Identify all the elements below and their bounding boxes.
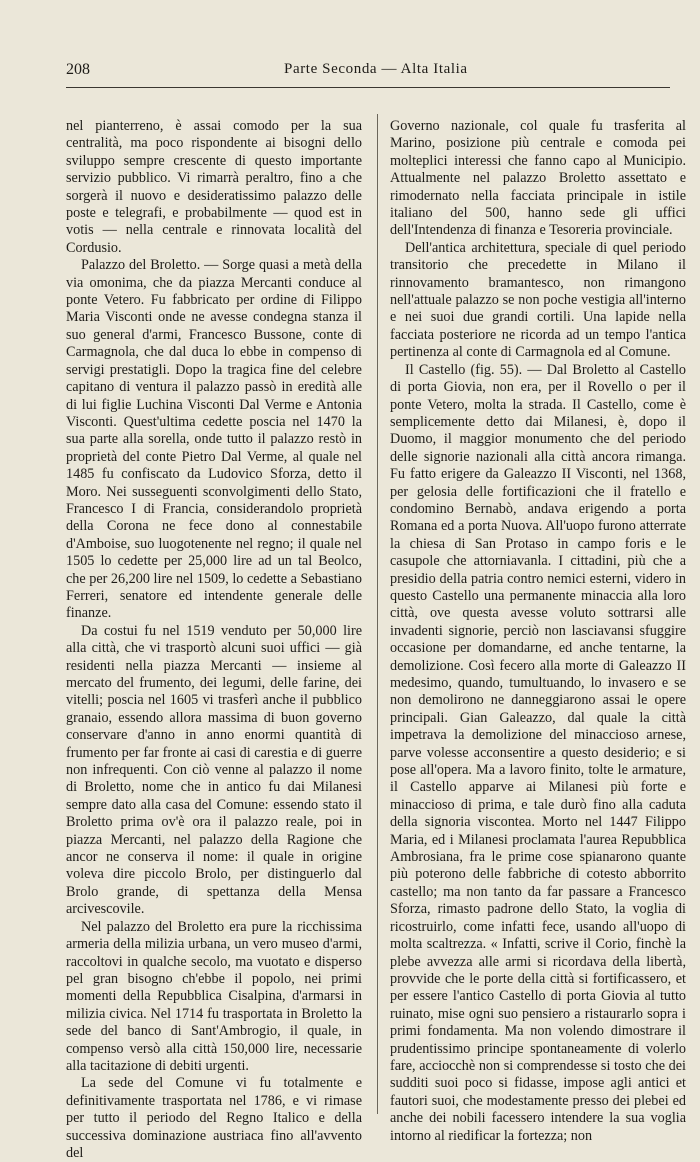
right-column — [390, 118, 686, 1145]
paragraph: Nel palazzo del Broletto era pure la ricchissima armeria della milizia urbana, un vero museo d'armi, raccoltovi in qualche secolo, ma vuotato e disperso pel gran bisogno ch'ebbe il popolo, nei primi momenti della Repubblica Cisalpina, d'armarsi in milizia civica. Nel 1714 fu trasportata in Broletto la sede del banco di Sant'Ambrogio, il quale, in compenso versò alla città 150,000 lire, necessarie alla tacitazione di debiti urgenti. — [66, 918, 362, 1074]
paragraph: Palazzo del Broletto. — Sorge quasi a metà della via omonima, che da piazza Mercanti conduce al ponte Vetero. Fu fabbricato per ordine di Filippo Maria Visconti onde ne avesse condegna stanza il suo general d'armi, Francesco Bussone, conte di Carmagnola, che dal duca lo ebbe in compenso di servigi prestatigli. Dopo la tragica fine del celebre capitano di ventura il palazzo passò in eredità alle di lui figlie Luchina Visconti Dal Verme e Antonia Visconti. Quest'ultima cedette poscia nel 1470 la sua parte alla sorella, onde tutto il palazzo restò in proprietà del conte Pietro Dal Verme, al quale nel 1485 fu confiscato da Ludovico Sforza, detto il Moro. Nei susseguenti sconvolgimenti dello Stato, Francesco I di Francia, considerandolo proprietà della Corona ne fece dono al connestabile d'Amboise, suo luogotenente nel regno; il quale nel 1505 lo cedette per 25,000 lire ad un tal Beolco, che per 26,200 lire nel 1509, lo cedette a Sebastiano Ferreri, senatore ed intendente generale delle finanze. — [66, 257, 362, 622]
paragraph: Dell'antica architettura, speciale di quel periodo transitorio che precedette in Milano il rinnovamento bramantesco, non rimangono nell'attuale palazzo se non poche vestigia all'interno e nei suoi due grandi cortili. Una lapide nella facciata posteriore ne ricorda ad un tempo l'antica pertinenza al conte di Carmagnola ed al Comune. — [390, 239, 686, 361]
paragraph: Da costui fu nel 1519 venduto per 50,000 lire alla città, che vi trasportò alcuni suoi uffici — già residenti nella piazza Mercanti — insieme al mercato del frumento, dei legumi, delle farine, dei vitelli; poscia nel 1605 vi trasferì anche il pubblico granaio, essendo allora massima di buon governo conservare d'anno in anno enormi quantità di frumento per far fronte ai casi di carestia e di guerre non infrequenti. Con ciò venne al palazzo il nome di Broletto, nome che in antico fu dai Milanesi sempre dato alla casa del Comune: essendo stato il Broletto prima ov'è ora il palazzo reale, poi in piazza Mercanti, nel palazzo della Ragione che ancor ne conserva il nome: il quale in origine voleva dire piccolo Brolo, per distinguerlo dal Brolo grande, di spettanza della Mensa arcivescovile. — [66, 622, 362, 918]
paragraph: La sede del Comune vi fu totalmente e definitivamente trasportata nel 1786, e vi rimase per tutto il periodo del Regno Italico e della successiva dominazione austriaca fino all'avvento del — [66, 1075, 362, 1161]
header-rule — [66, 87, 670, 88]
paragraph: Governo nazionale, col quale fu trasferita al Marino, posizione più centrale e comoda pei molteplici interessi che fanno capo al Municipio. Attualmente nel palazzo Broletto assettato e rimodernato nella facciata principale in istile italiano del 500, hanno sede gli uffici dell'Intendenza di finanza e Tesoreria provinciale. — [390, 118, 686, 239]
column-divider — [377, 114, 378, 1114]
running-title: Parte Seconda — Alta Italia — [284, 61, 468, 77]
page-number: 208 — [66, 61, 90, 78]
left-column — [66, 118, 362, 1162]
paragraph: Il Castello (fig. 55). — Dal Broletto al Castello di porta Giovia, non era, per il Rovello o per il ponte Vetero, molta la strada. Il Castello, come è semplicemente detto dai Milanesi, è, dopo il Duomo, il maggior monumento che del periodo delle signorie nazionali alla città ancora rimanga. Fu fatto erigere da Galeazzo II Visconti, nel 1368, per gelosia delle fortificazioni che il fratello e condomino Bernabò, andava erigendo a porta Romana ed a porta Nuova. All'uopo furono atterrate la chiesa di San Protaso in campo foris e le casupole che attorniavanla. I cittadini, più che a presidio della patria contro nemici esterni, videro in questo Castello una permanente minaccia alla loro città, ove questa avesse voluto sottrarsi alle invadenti signorie, perciò non lasciavansi sfuggire occasione per domandarne, ed anche tentarne, la demolizione. Così fecero alla morte di Galeazzo II medesimo, quando, tumultuando, lo invasero e se non demolirono ne danneggiarono assai le opere principali. Gian Galeazzo, dal quale la città impetrava la demolizione del minaccioso arnese, parve volesse acconsentire a questo desiderio; e si pose all'opera. Ma a lavoro finito, tolte le armature, il Castello apparve ai Milanesi più forte e minaccioso di prima, e tale durò fino alla caduta della signoria viscontea. Morto nel 1447 Filippo Maria, ed i Milanesi proclamata l'aurea Repubblica Ambrosiana, fra le prime cose spianarono quante più poterono delle fabbriche di cotesto abborrito castello; ma non tanto da far passare a Francesco Sforza, rimasto padrone dello Stato, la voglia di ricostruirlo, come infatti fece, usando all'uopo di molta scaltrezza. « Infatti, scrive il Corio, finchè la plebe avvezza alle armi si ricordava della libertà, provvide che le porte della città si fortificassero, et per essere l'antico Castello di porta Giovia al tutto ruinato, mise ogni suo pensiero a ristaurarlo sopra i primi fondamenta. Ma non volendo dimostrare il prudentissimo principe spontaneamente di volerlo fare, acciocchè non si comprendesse si tosto che dei sudditi suoi poco si fidasse, impose agli antici et fautori suoi, che modestamente presso dei plebei ed anche dei nobili facessero intendere la sua voglia intorno al riedificar la fortezza; non — [390, 361, 686, 1144]
paragraph: nel pianterreno, è assai comodo per la sua centralità, ma poco rispondente ai bisogni dello sviluppo sempre crescente di questo importante servizio pubblico. Vi rimarrà peraltro, fino a che sorgerà il nuovo e desideratissimo palazzo delle poste e telegrafi, e probabilmente — quod est in votis — nella centrale e rinnovata località del Cordusio. — [66, 118, 362, 256]
page-header — [66, 61, 670, 83]
